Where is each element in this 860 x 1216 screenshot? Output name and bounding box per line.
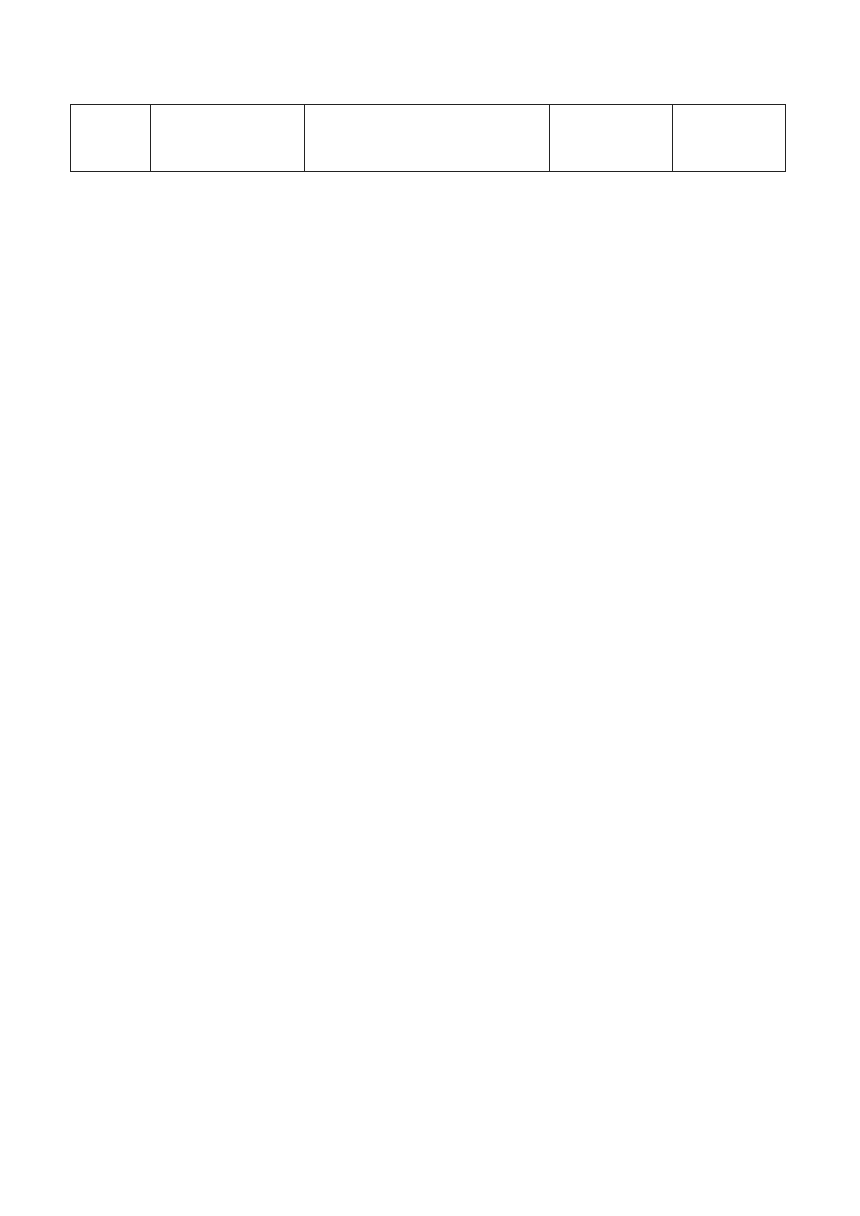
table-header xyxy=(71,105,786,172)
header-current xyxy=(673,105,786,172)
header-no xyxy=(71,105,151,172)
header-type xyxy=(305,105,550,172)
page-header xyxy=(34,30,825,48)
header-voltage xyxy=(550,105,673,172)
page-footer xyxy=(34,1157,825,1175)
header-row xyxy=(71,105,786,172)
product-table xyxy=(70,104,786,172)
header-name xyxy=(151,105,305,172)
